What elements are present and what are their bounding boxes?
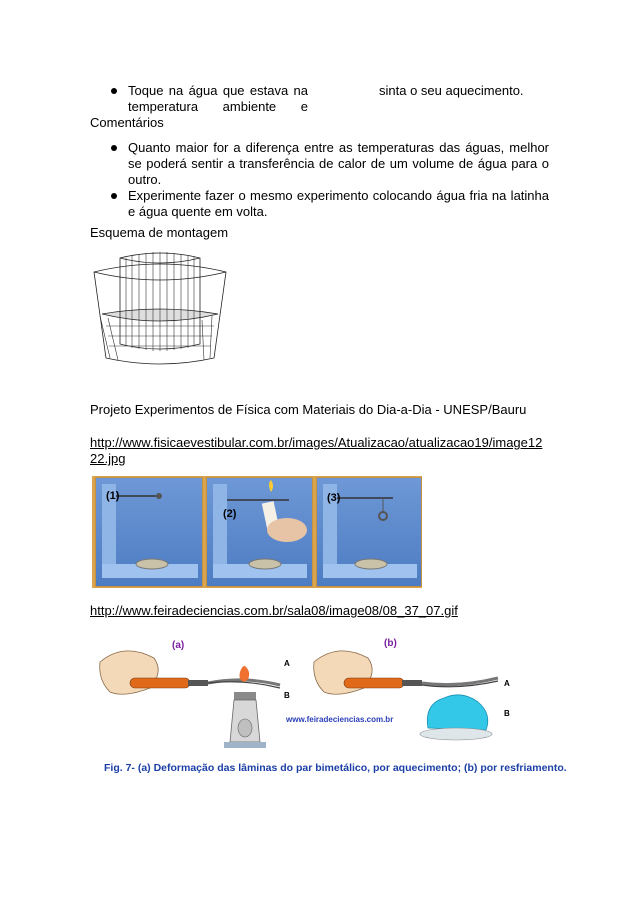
strip-label-a-right: A (504, 679, 510, 688)
bullet-dot (111, 88, 117, 94)
bullet-dot (111, 193, 117, 199)
figure-label-b: (b) (384, 638, 397, 649)
top-bullet (111, 83, 311, 115)
photo-panel-2 (206, 477, 313, 587)
figure-caption: Fig. 7- (a) Deformação das lâminas do par bimetálico, por aquecimento; (b) por resfriamento. (104, 762, 567, 774)
comment-item-1 (111, 140, 549, 188)
strip-label-b-right: B (504, 709, 510, 718)
comments-heading: Comentários (90, 115, 164, 130)
setup-diagram (92, 246, 228, 372)
image-link-1-line1: http://www.fisicaevestibular.com.br/images/Atualizacao/atualizacao19/image12 (90, 435, 543, 450)
photo-label-3: (3) (327, 492, 341, 504)
strip-label-a-left: A (284, 659, 290, 668)
image-link-1[interactable] (90, 435, 550, 467)
setup-heading: Esquema de montagem (90, 225, 229, 240)
top-bullet-left-text: Toque na água que estava na temperatura ambiente e (128, 83, 308, 114)
figure-watermark: www.feiradeciencias.com.br (286, 715, 394, 724)
comment-text-1: Quanto maior for a diferença entre as temperaturas das águas, melhor se poderá sentir a transferência de calor de um volume de água para o outro. (128, 140, 549, 187)
bimetal-figure (94, 632, 534, 754)
photo-panel-3 (316, 477, 422, 587)
strip-label-b-left: B (284, 691, 290, 700)
figure-a-drawing (100, 651, 280, 748)
project-credit: Projeto Experimentos de Física com Materiais do Dia-a-Dia - UNESP/Bauru (90, 402, 527, 417)
photo-label-1: (1) (106, 490, 120, 502)
photo-panel-1 (95, 477, 203, 587)
comment-text-2: Experimente fazer o mesmo experimento colocando água fria na latinha e água quente em volta. (128, 188, 549, 219)
figure-label-a: (a) (172, 640, 185, 651)
top-bullet-right-text: sinta o seu aquecimento. (379, 83, 524, 98)
comment-item-2 (111, 188, 549, 220)
photo-label-2: (2) (223, 508, 237, 520)
figure-b-drawing (314, 651, 498, 740)
image-link-2[interactable]: http://www.feiradeciencias.com.br/sala08/image08/08_37_07.gif (90, 603, 458, 618)
bullet-dot (111, 145, 117, 151)
image-link-1-line2: 22.jpg (90, 451, 126, 466)
